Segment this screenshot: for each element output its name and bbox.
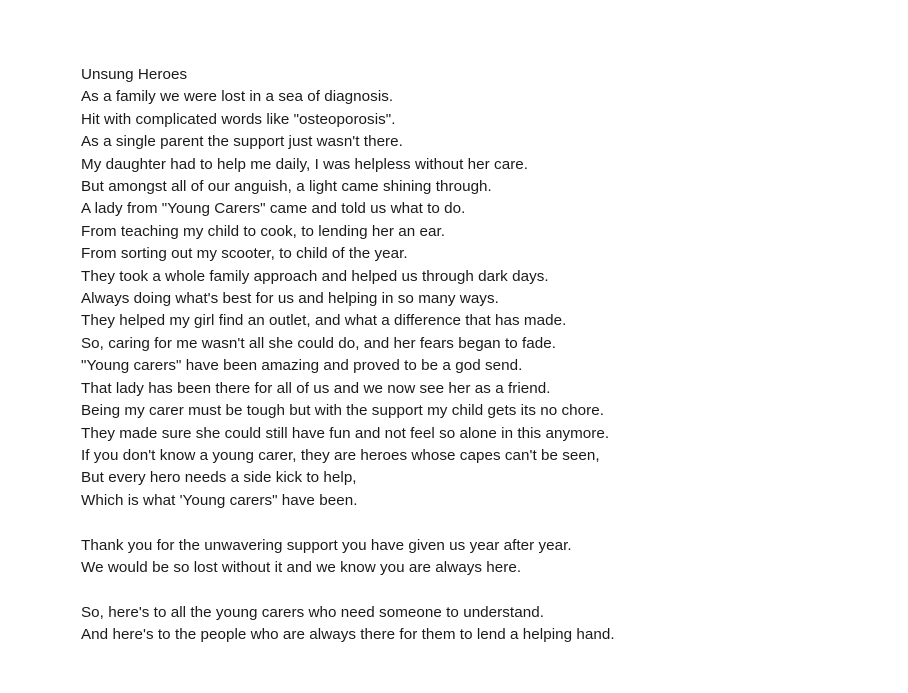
poem-line-blank [81,579,841,601]
poem-line: They helped my girl find an outlet, and what a difference that has made. [81,312,567,330]
poem-line: They took a whole family approach and helped us through dark days. [81,267,549,285]
poem-line: "Young carers" have been amazing and proved to be a god send. [81,357,523,375]
poem-line: Thank you for the unwavering support you have given us year after year. [81,536,572,554]
poem-line: But amongst all of our anguish, a light came shining through. [81,178,492,196]
poem-line: As a family we were lost in a sea of diagnosis. [81,88,394,106]
poem-line: So, caring for me wasn't all she could do, and her fears began to fade. [81,334,557,352]
poem-line: Which is what 'Young carers" have been. [81,491,358,509]
poem-line: But every hero needs a side kick to help, [81,469,357,487]
poem-line: Unsung Heroes [81,66,188,83]
poem-line-blank [81,512,841,534]
poem-line: So, here's to all the young carers who need someone to understand. [81,603,544,621]
poem-line: They made sure she could still have fun and not feel so alone in this anymore. [81,424,610,442]
poem-line: Being my carer must be tough but with the support my child gets its no chore. [81,402,605,420]
poem-line: As a single parent the support just wasn't there. [81,133,403,151]
poem-line: If you don't know a young carer, they are heroes whose capes can't be seen, [81,446,600,464]
poem-line: Always doing what's best for us and helping in so many ways. [81,290,499,308]
poem-line: That lady has been there for all of us and we now see her as a friend. [81,379,551,397]
poem-line: A lady from "Young Carers" came and told us what to do. [81,200,466,218]
poem-line: We would be so lost without it and we know you are always here. [81,558,522,576]
poem-line: And here's to the people who are always there for them to lend a helping hand. [81,626,615,644]
poem-line: From sorting out my scooter, to child of the year. [81,245,408,263]
poem-body [81,64,841,647]
poem-line: From teaching my child to cook, to lending her an ear. [81,222,446,240]
poem-line: Hit with complicated words like "osteoporosis". [81,110,396,128]
poem-line: My daughter had to help me daily, I was helpless without her care. [81,155,529,173]
